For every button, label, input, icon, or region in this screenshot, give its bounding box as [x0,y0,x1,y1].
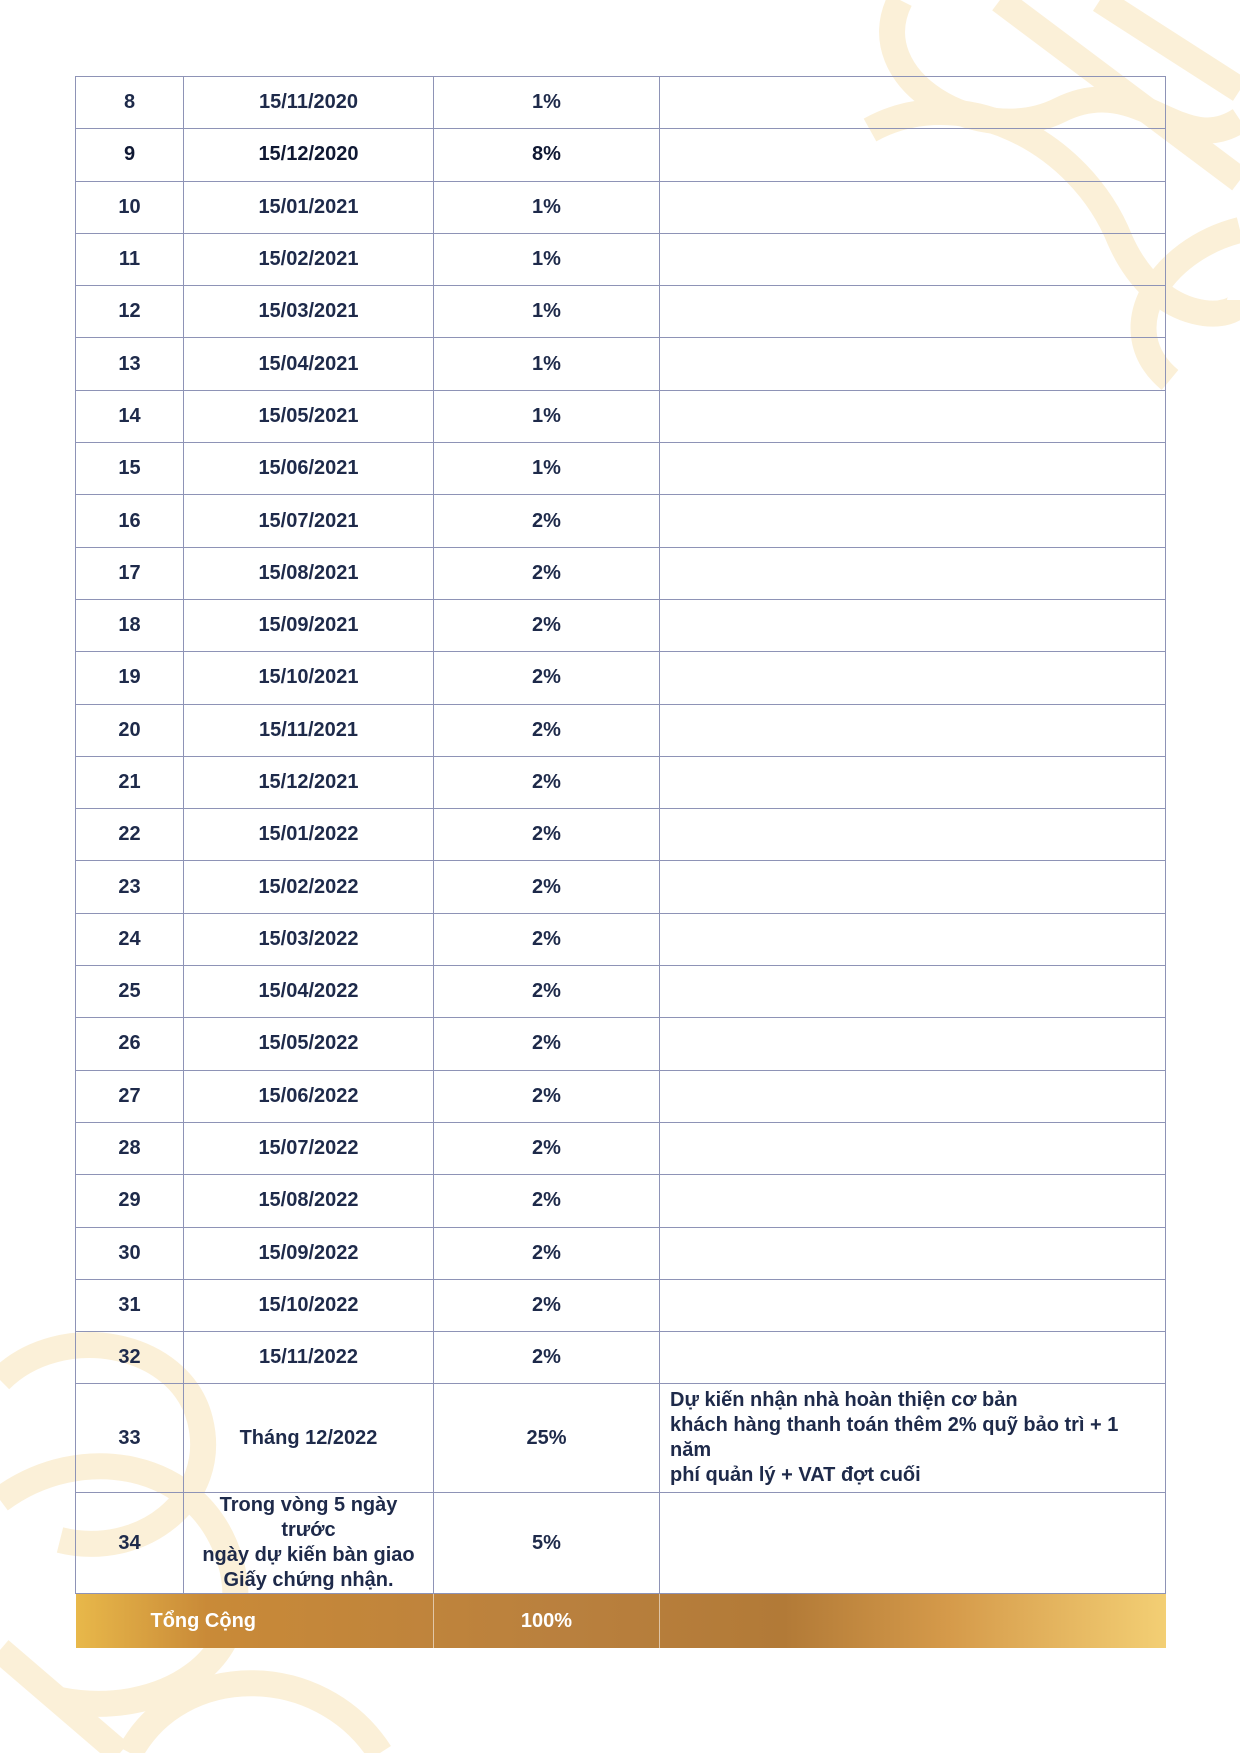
installment-number: 18 [76,599,184,651]
payment-note [660,599,1166,651]
payment-date [184,1493,434,1594]
table-row [76,1279,1166,1331]
payment-percent: 1% [434,390,660,442]
total-row [76,1594,1166,1649]
payment-percent: 2% [434,1070,660,1122]
payment-percent: 2% [434,913,660,965]
payment-date: 15/09/2021 [184,599,434,651]
installment-number: 20 [76,704,184,756]
payment-date: 15/07/2022 [184,1122,434,1174]
installment-number: 26 [76,1018,184,1070]
total-label: Tổng Cộng [76,1594,434,1649]
payment-date: 15/02/2021 [184,233,434,285]
payment-date: Tháng 12/2022 [184,1384,434,1493]
payment-note [660,1175,1166,1227]
table-row [76,809,1166,861]
payment-note [660,1384,1166,1493]
payment-date: 15/08/2021 [184,547,434,599]
payment-note [660,129,1166,181]
payment-note [660,1279,1166,1331]
payment-note [660,181,1166,233]
payment-percent: 2% [434,966,660,1018]
payment-percent: 1% [434,286,660,338]
installment-number: 15 [76,443,184,495]
payment-note [660,704,1166,756]
table-row [76,338,1166,390]
table-row [76,286,1166,338]
payment-date: 15/08/2022 [184,1175,434,1227]
payment-percent: 2% [434,547,660,599]
installment-number: 14 [76,390,184,442]
payment-date: 15/09/2022 [184,1227,434,1279]
table-row [76,1227,1166,1279]
payment-percent: 2% [434,756,660,808]
payment-note [660,495,1166,547]
payment-note [660,1018,1166,1070]
payment-date: 15/06/2021 [184,443,434,495]
payment-date: 15/03/2022 [184,913,434,965]
installment-number: 17 [76,547,184,599]
table-row [76,756,1166,808]
payment-percent: 2% [434,1122,660,1174]
table-row-33 [76,1384,1166,1493]
table-row [76,1175,1166,1227]
payment-note [660,861,1166,913]
payment-percent: 25% [434,1384,660,1493]
date-line: ngày dự kiến bàn giao [202,1544,415,1567]
payment-note [660,756,1166,808]
payment-note [660,809,1166,861]
payment-note [660,1227,1166,1279]
installment-number: 27 [76,1070,184,1122]
payment-date: 15/06/2022 [184,1070,434,1122]
payment-percent: 8% [434,129,660,181]
payment-note [660,913,1166,965]
table-row [76,547,1166,599]
table-row [76,966,1166,1018]
table-row [76,181,1166,233]
payment-percent: 2% [434,652,660,704]
installment-number: 25 [76,966,184,1018]
installment-number: 13 [76,338,184,390]
payment-schedule-table [75,76,1166,1648]
table-row [76,443,1166,495]
table-row-34 [76,1493,1166,1594]
payment-percent: 1% [434,181,660,233]
payment-note [660,233,1166,285]
note-line: Dự kiến nhận nhà hoàn thiện cơ bản [670,1389,1018,1412]
installment-number: 34 [76,1493,184,1594]
installment-number: 31 [76,1279,184,1331]
payment-date: 15/12/2021 [184,756,434,808]
payment-note [660,443,1166,495]
payment-note [660,1122,1166,1174]
payment-date: 15/07/2021 [184,495,434,547]
payment-note [660,1493,1166,1594]
installment-number: 21 [76,756,184,808]
installment-number: 32 [76,1332,184,1384]
installment-number: 12 [76,286,184,338]
installment-number: 16 [76,495,184,547]
payment-schedule [75,76,1165,1648]
payment-date: 15/01/2021 [184,181,434,233]
payment-date: 15/11/2022 [184,1332,434,1384]
note-line: phí quản lý + VAT đợt cuối [670,1464,921,1487]
payment-note [660,966,1166,1018]
table-row [76,861,1166,913]
installment-number: 19 [76,652,184,704]
payment-date: 15/04/2022 [184,966,434,1018]
payment-date: 15/05/2022 [184,1018,434,1070]
installment-number: 10 [76,181,184,233]
table-row [76,1122,1166,1174]
payment-percent: 2% [434,809,660,861]
installment-number: 28 [76,1122,184,1174]
note-line: khách hàng thanh toán thêm 2% quỹ bảo trì + 1 năm [670,1414,1119,1462]
table-row [76,704,1166,756]
table-row [76,1018,1166,1070]
date-line: Giấy chứng nhận. [223,1569,394,1592]
installment-number: 22 [76,809,184,861]
installment-number: 9 [76,129,184,181]
date-line: Trong vòng 5 ngày trước [219,1494,398,1542]
payment-date: 15/11/2021 [184,704,434,756]
installment-number: 11 [76,233,184,285]
payment-note [660,390,1166,442]
table-row [76,77,1166,129]
payment-percent: 2% [434,861,660,913]
payment-percent: 1% [434,77,660,129]
installment-number: 30 [76,1227,184,1279]
payment-percent: 5% [434,1493,660,1594]
payment-note [660,77,1166,129]
table-row [76,495,1166,547]
payment-percent: 1% [434,233,660,285]
installment-number: 23 [76,861,184,913]
installment-number: 33 [76,1384,184,1493]
payment-note [660,338,1166,390]
payment-note [660,652,1166,704]
table-row [76,652,1166,704]
payment-date: 15/01/2022 [184,809,434,861]
payment-date: 15/02/2022 [184,861,434,913]
table-row [76,1070,1166,1122]
schedule-body [76,77,1166,1384]
installment-number: 8 [76,77,184,129]
payment-percent: 2% [434,1175,660,1227]
payment-date: 15/12/2020 [184,129,434,181]
payment-note [660,1070,1166,1122]
payment-date: 15/10/2022 [184,1279,434,1331]
installment-number: 24 [76,913,184,965]
payment-note [660,1332,1166,1384]
table-row [76,913,1166,965]
payment-percent: 2% [434,1018,660,1070]
payment-note [660,286,1166,338]
payment-date: 15/03/2021 [184,286,434,338]
total-percent: 100% [434,1594,660,1649]
payment-date: 15/04/2021 [184,338,434,390]
table-row [76,1332,1166,1384]
payment-percent: 2% [434,1279,660,1331]
payment-percent: 2% [434,1332,660,1384]
table-row [76,129,1166,181]
payment-percent: 1% [434,338,660,390]
payment-date: 15/05/2021 [184,390,434,442]
payment-date: 15/10/2021 [184,652,434,704]
payment-percent: 2% [434,1227,660,1279]
payment-note [660,547,1166,599]
table-row [76,599,1166,651]
payment-percent: 2% [434,704,660,756]
installment-number: 29 [76,1175,184,1227]
table-row [76,233,1166,285]
table-row [76,390,1166,442]
total-note [660,1594,1166,1649]
payment-percent: 2% [434,599,660,651]
payment-percent: 2% [434,495,660,547]
payment-date: 15/11/2020 [184,77,434,129]
payment-percent: 1% [434,443,660,495]
